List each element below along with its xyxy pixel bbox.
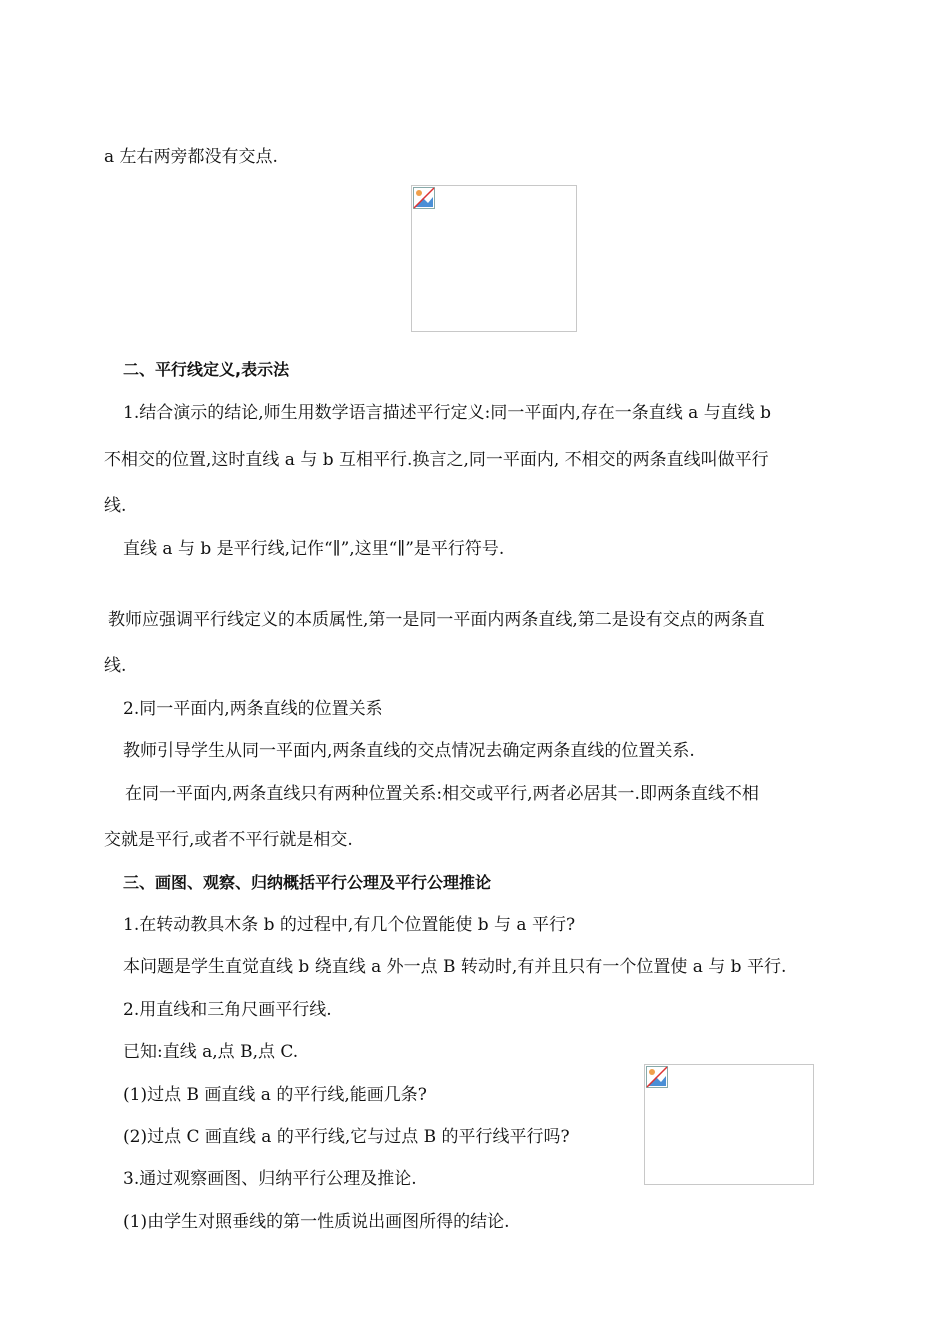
paragraph-line: 1.在转动教具木条 b 的过程中,有几个位置能使 b 与 a 平行? [123, 915, 576, 935]
paragraph-line: 2.用直线和三角尺画平行线. [123, 1000, 332, 1020]
paragraph-line: 1.结合演示的结论,师生用数学语言描述平行定义:同一平面内,存在一条直线 a 与直线 b [123, 403, 771, 423]
figure-image [644, 1064, 814, 1185]
paragraph-line: (1)过点 B 画直线 a 的平行线,能画几条? [123, 1085, 427, 1105]
paragraph-line: (2)过点 C 画直线 a 的平行线,它与过点 B 的平行线平行吗? [123, 1127, 570, 1147]
paragraph-line: 在同一平面内,两条直线只有两种位置关系:相交或平行,两者必居其一.即两条直线不相 [125, 784, 759, 804]
paragraph-line: (1)由学生对照垂线的第一性质说出画图所得的结论. [123, 1212, 510, 1232]
paragraph-line: 本问题是学生直觉直线 b 绕直线 a 外一点 B 转动时,有并且只有一个位置使 a 与 b 平行. [123, 957, 787, 977]
paragraph-line: 线. [104, 656, 127, 676]
paragraph-line: 交就是平行,或者不平行就是相交. [104, 830, 353, 850]
paragraph-line: 已知:直线 a,点 B,点 C. [123, 1042, 299, 1062]
paragraph-line: 线. [104, 496, 127, 516]
paragraph-line: a 左右两旁都没有交点. [104, 147, 278, 167]
paragraph-line: 3.通过观察画图、归纳平行公理及推论. [123, 1169, 417, 1189]
broken-image-icon [413, 187, 435, 209]
paragraph-line: 教师引导学生从同一平面内,两条直线的交点情况去确定两条直线的位置关系. [123, 741, 695, 761]
section-heading: 二、平行线定义,表示法 [123, 360, 290, 379]
paragraph-line: 直线 a 与 b 是平行线,记作“∥”,这里“∥”是平行符号. [123, 539, 505, 559]
broken-image-icon [646, 1066, 668, 1088]
paragraph-line: 2.同一平面内,两条直线的位置关系 [123, 699, 383, 719]
paragraph-line: 不相交的位置,这时直线 a 与 b 互相平行.换言之,同一平面内, 不相交的两条直线叫做平行 [104, 450, 769, 470]
paragraph-line: 教师应强调平行线定义的本质属性,第一是同一平面内两条直线,第二是设有交点的两条直 [108, 610, 765, 630]
section-heading: 三、画图、观察、归纳概括平行公理及平行公理推论 [123, 873, 492, 892]
figure-image [411, 185, 577, 332]
